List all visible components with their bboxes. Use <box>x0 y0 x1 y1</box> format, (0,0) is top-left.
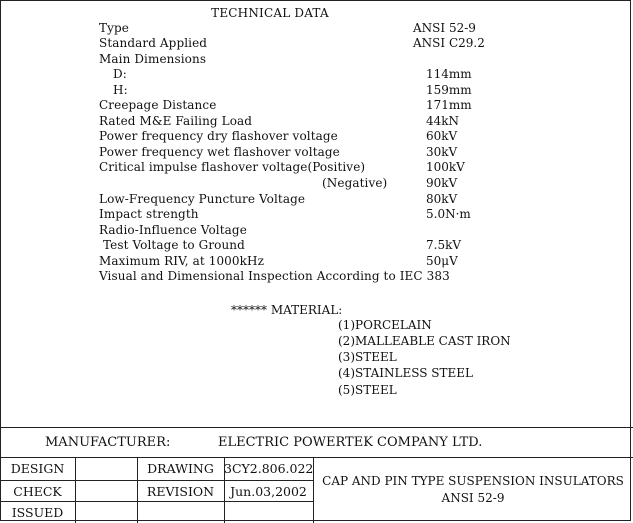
spec-row <box>0 21 633 36</box>
spec-label: Power frequency dry flashover voltage <box>99 129 338 143</box>
spec-value: 80kV <box>426 192 458 206</box>
spec-row <box>0 98 633 113</box>
spec-label: Radio-Influence Voltage <box>99 223 247 237</box>
grid-divider <box>313 457 314 523</box>
material-item: (4)STAINLESS STEEL <box>338 366 473 380</box>
revision-label: REVISION <box>146 484 215 499</box>
spec-row <box>0 269 633 284</box>
grid-rule <box>0 480 313 481</box>
drawing-number: 3CY2.806.022 <box>224 461 314 476</box>
spec-value: 100kV <box>426 160 465 174</box>
spec-row <box>0 238 633 253</box>
spec-row <box>0 52 633 67</box>
spec-row <box>0 83 633 98</box>
spec-value: 159mm <box>426 83 472 97</box>
check-label: CHECK <box>13 484 62 499</box>
spec-label: Type <box>99 21 129 35</box>
spec-label: Power frequency wet flashover voltage <box>99 145 340 159</box>
spec-row <box>0 223 633 238</box>
spec-label: Creepage Distance <box>99 98 217 112</box>
revision-date: Jun.03,2002 <box>230 484 307 499</box>
spec-row <box>0 207 633 222</box>
spec-value: 5.0N·m <box>426 207 471 221</box>
spec-label: Impact strength <box>99 207 199 221</box>
spec-value: 60kV <box>426 129 458 143</box>
spec-value: 7.5kV <box>426 238 462 252</box>
spec-value: 171mm <box>426 98 472 112</box>
spec-row <box>0 129 633 144</box>
spec-value: 44kN <box>426 114 460 128</box>
drawing-label: DRAWING <box>147 461 214 476</box>
spec-row <box>0 176 633 191</box>
spec-row <box>0 67 633 82</box>
spec-value: 50μV <box>426 254 458 268</box>
spec-row <box>0 114 633 129</box>
spec-label: Rated M&E Failing Load <box>99 114 253 128</box>
spec-row <box>0 36 633 51</box>
spec-value: 30kV <box>426 145 458 159</box>
manufacturer-label: MANUFACTURER: <box>45 435 171 450</box>
spec-value: ANSI C29.2 <box>413 36 485 50</box>
spec-label: Test Voltage to Ground <box>103 238 245 252</box>
spec-row <box>0 254 633 269</box>
title-block-top-rule <box>0 427 633 428</box>
product-title-line1: CAP AND PIN TYPE SUSPENSION INSULATORS <box>322 474 624 488</box>
spec-row <box>0 192 633 207</box>
manufacturer-name: ELECTRIC POWERTEK COMPANY LTD. <box>218 435 483 450</box>
material-item: (1)PORCELAIN <box>338 318 432 332</box>
grid-rule <box>0 501 313 502</box>
manufacturer-rule <box>0 457 633 458</box>
material-item: (3)STEEL <box>338 350 397 364</box>
spec-row <box>0 160 633 175</box>
grid-divider <box>75 457 76 523</box>
spec-label: H: <box>113 83 128 97</box>
technical-data-title: TECHNICAL DATA <box>211 6 329 20</box>
design-label: DESIGN <box>10 461 65 476</box>
spec-label: Main Dimensions <box>99 52 207 66</box>
spec-label: Low-Frequency Puncture Voltage <box>99 192 306 206</box>
spec-label: (Negative) <box>322 176 388 190</box>
spec-label: Standard Applied <box>99 36 208 50</box>
material-item: (5)STEEL <box>338 383 397 397</box>
material-item: (2)MALLEABLE CAST IRON <box>338 334 511 348</box>
spec-label: Maximum RIV, at 1000kHz <box>99 254 265 268</box>
product-title-line2: ANSI 52-9 <box>441 491 505 505</box>
spec-label: D: <box>113 67 127 81</box>
spec-value: ANSI 52-9 <box>413 21 476 35</box>
material-title: ****** MATERIAL: <box>231 303 343 317</box>
spec-value: 114mm <box>426 67 472 81</box>
issued-label: ISSUED <box>11 505 64 520</box>
spec-label: Visual and Dimensional Inspection According to IEC 383 <box>99 269 450 283</box>
spec-row <box>0 145 633 160</box>
spec-value: 90kV <box>426 176 458 190</box>
spec-label: Critical impulse flashover voltage(Positive) <box>99 160 366 174</box>
